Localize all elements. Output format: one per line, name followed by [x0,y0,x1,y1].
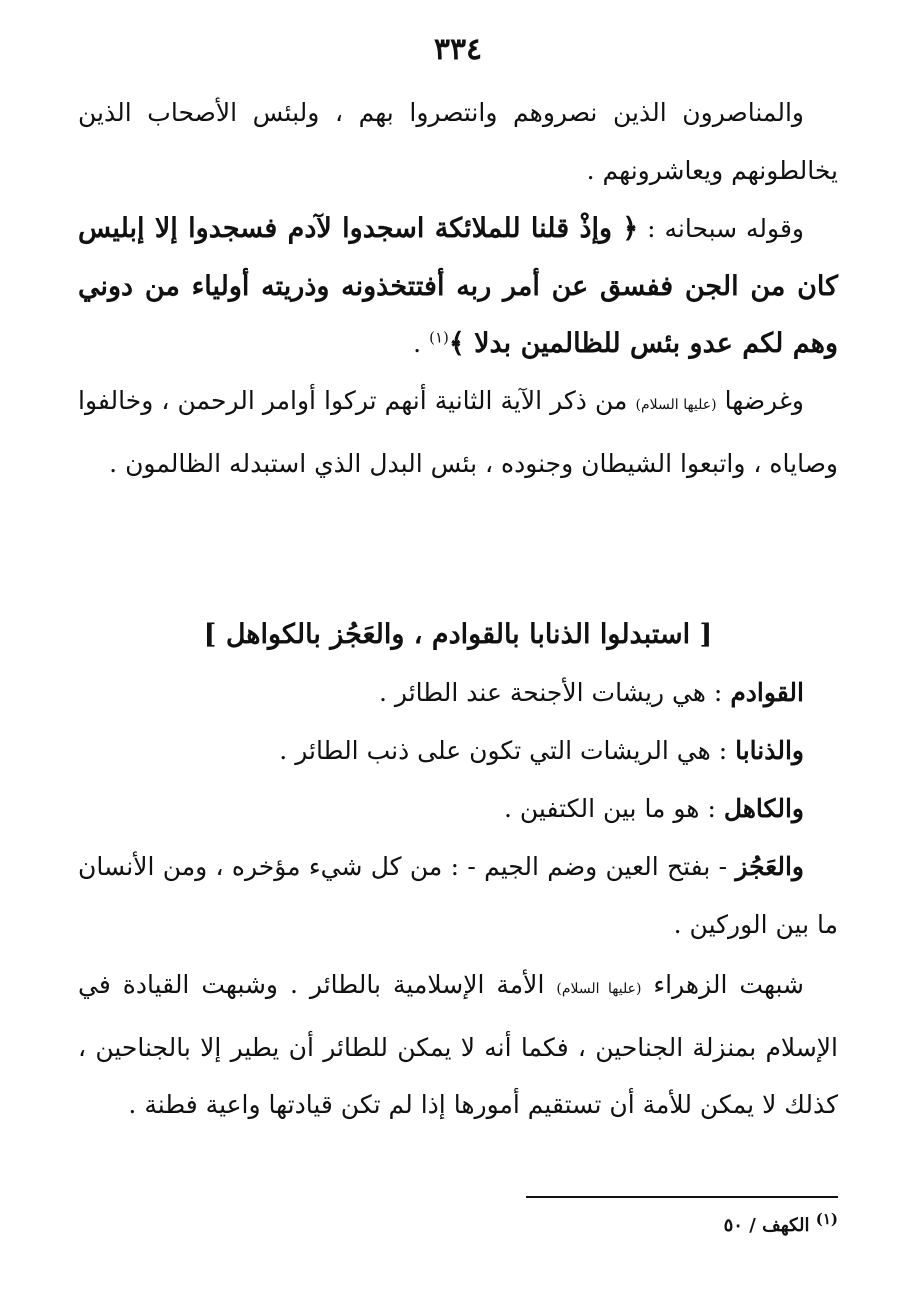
paragraph-companions: والمناصرون الذين نصروهم وانتصروا بهم ، ولبئس الأصحاب الذين يخالطونهم ويعاشرونهم . [78,98,838,185]
footnote-text: الكهف / ٥٠ [723,1215,816,1236]
footnote-marker: (١) [815,1210,838,1228]
quran-verse: ﴿ وإذْ قلنا للملائكة اسجدوا لآدم فسجدوا إلا إبليس كان من الجن ففسق عن أمر ربه أفتتخذونه وذريته أولياء من دوني وهم لكم عدو بئس للظالمين بدلا ﴾ [78,213,838,359]
verse-end: . [413,329,430,358]
definition-text: : هي الريشات التي تكون على ذنب الطائر . [279,736,736,765]
paragraph-verse [78,200,838,373]
definition-ajuz [78,838,838,953]
definition-term: القوادم [730,678,804,707]
definition-text: - بفتح العين وضم الجيم - : من كل شيء مؤخره ، ومن الأنسان ما بين الوركين . [78,852,838,939]
leadership-part-2: الأمة الإسلامية بالطائر . وشبهت القيادة في الإسلام بمنزلة الجناحين ، فكما أنه لا يمكن للطائر أن يطير إلا بالجناحين ، كذلك لا يمكن للأمة أن تستقيم أمورها إذا لم تكن قيادتها واعية فطنة . [78,970,838,1119]
verse-intro: وقوله سبحانه : [638,214,804,243]
honorific: (عليها السلام) [556,981,642,997]
definition-term: والكاهل [723,794,804,823]
definition-kahil [78,780,838,838]
footnote-divider [526,1196,838,1198]
definition-qawadim [78,664,838,722]
definition-term: والذنابا [735,736,804,765]
paragraph-purpose [78,372,838,492]
paragraph-leadership [78,956,838,1134]
definition-text: : هي ريشات الأجنحة عند الطائر . [379,678,731,707]
leadership-part-1: شبهت الزهراء [641,970,804,999]
section-heading: [ استبدلوا الذنابا بالقوادم ، والعَجُز بالكواهل ] [203,619,713,650]
definition-term: والعَجُز [735,852,804,881]
purpose-part-2: من ذكر الآية الثانية أنهم تركوا أوامر الرحمن ، وخالفوا وصاياه ، واتبعوا الشيطان وجنوده ، بئس البدل الذي استبدله الظالمون . [78,386,838,478]
definition-text: : هو ما بين الكتفين . [503,794,724,823]
page-number: ٣٣٤ [433,32,483,67]
footnote [438,1212,838,1240]
footnote-reference: (١) [429,328,449,347]
definition-dhanaba [78,722,838,780]
honorific: (عليها السلام) [635,397,717,413]
purpose-part-1: وغرضها [716,386,804,415]
